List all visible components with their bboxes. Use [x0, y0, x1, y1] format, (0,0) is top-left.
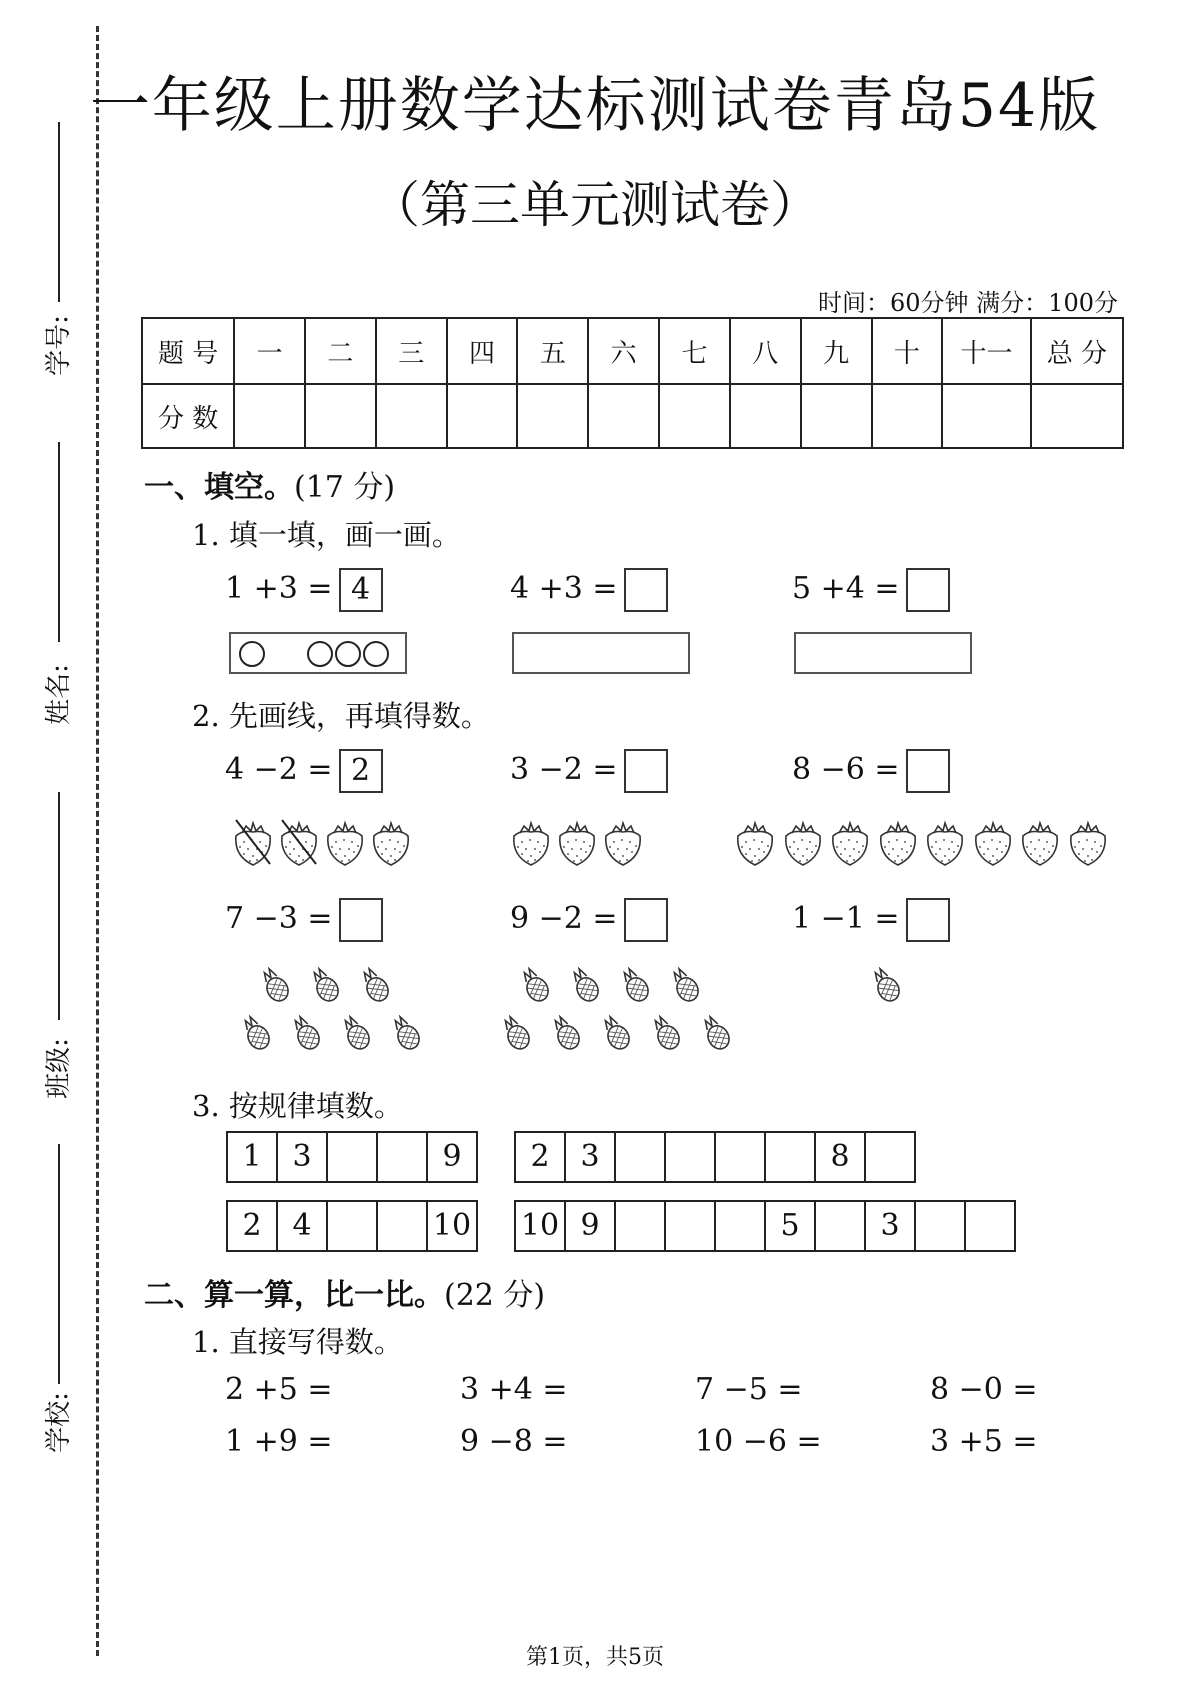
answer-box[interactable]	[624, 749, 668, 793]
equation-expr: 7 −3 =	[225, 901, 333, 936]
sequence-cell: 3	[566, 1133, 616, 1181]
score-cell[interactable]	[376, 384, 447, 448]
calc-expr: 10 −6 =	[695, 1424, 822, 1459]
pineapple-icon	[696, 1014, 736, 1056]
page-subtitle: （第三单元测试卷）	[370, 176, 820, 234]
score-cell[interactable]	[942, 384, 1030, 448]
section-1-heading	[144, 462, 395, 506]
equation	[225, 568, 383, 612]
calc-expr: 3 +4 =	[460, 1372, 568, 1407]
pineapple-icon	[646, 1014, 686, 1056]
equation-expr: 1 −1 =	[792, 901, 900, 936]
section-2-points: (22 分)	[444, 1278, 546, 1313]
pineapple-icon	[355, 966, 395, 1008]
page-footer: 第1页，共5页	[526, 1645, 664, 1670]
section-2-heading	[144, 1270, 545, 1314]
strawberry-icon	[970, 818, 1016, 872]
sequence-cell[interactable]	[616, 1133, 666, 1181]
drawing-box[interactable]	[512, 632, 690, 674]
score-cell[interactable]	[872, 384, 943, 448]
question-1-2-title: 2. 先画线，再填得数。	[192, 699, 490, 733]
class-label: 班级:	[43, 1038, 74, 1099]
header-cell: 十一	[942, 318, 1030, 384]
equation	[792, 749, 950, 793]
sequence-cell: 5	[766, 1202, 816, 1250]
sequence-b	[514, 1131, 916, 1183]
school-underline	[58, 1144, 60, 1384]
question-1-1-title: 1. 填一填，画一画。	[192, 518, 461, 552]
header-cell: 六	[588, 318, 659, 384]
score-cell[interactable]	[1031, 384, 1123, 448]
sequence-cell[interactable]	[716, 1133, 766, 1181]
equation-expr: 5 +4 =	[792, 571, 900, 606]
sequence-cell[interactable]	[378, 1133, 428, 1181]
sequence-cell: 9	[566, 1202, 616, 1250]
section-2-title: 二、算一算，比一比。	[144, 1278, 444, 1313]
equation	[510, 749, 668, 793]
strawberry-icon	[827, 818, 873, 872]
pineapple-icon	[596, 1014, 636, 1056]
calc-expr: 7 −5 =	[695, 1372, 803, 1407]
answer-box[interactable]	[906, 898, 950, 942]
header-cell: 五	[517, 318, 588, 384]
pineapple-icon	[305, 966, 345, 1008]
strawberry-icon	[368, 818, 414, 872]
pineapple-icon	[496, 1014, 536, 1056]
pineapple-icon	[386, 1014, 426, 1056]
binding-dashed-line	[96, 26, 99, 1656]
circle-icon	[335, 641, 361, 667]
equation-expr: 4 +3 =	[510, 571, 618, 606]
strawberry-icon	[508, 818, 554, 872]
pineapple-icon	[546, 1014, 586, 1056]
calc-expr: 1 +9 =	[225, 1424, 333, 1459]
pineapple-icon	[515, 966, 555, 1008]
sequence-c	[226, 1200, 478, 1252]
time-score-info: 时间：60分钟 满分：100分	[818, 289, 1118, 317]
strawberry-icon	[922, 818, 968, 872]
sequence-cell[interactable]	[616, 1202, 666, 1250]
answer-box[interactable]	[339, 898, 383, 942]
equation-expr: 8 −6 =	[792, 752, 900, 787]
circle-icon	[239, 641, 265, 667]
calc-expr: 8 −0 =	[930, 1372, 1038, 1407]
equation-expr: 1 +3 =	[225, 571, 333, 606]
sequence-cell: 10	[516, 1202, 566, 1250]
equation-expr: 4 −2 =	[225, 752, 333, 787]
strawberry-icon	[322, 818, 368, 872]
calc-expr: 2 +5 =	[225, 1372, 333, 1407]
strawberry-icon	[554, 818, 600, 872]
pineapple-icon	[255, 966, 295, 1008]
equation	[510, 898, 668, 942]
header-cell: 题 号	[142, 318, 234, 384]
answer-box[interactable]: 2	[339, 749, 383, 793]
drawing-box[interactable]	[229, 632, 407, 674]
sequence-cell: 2	[516, 1133, 566, 1181]
name-label: 姓名:	[43, 664, 74, 725]
sequence-cell[interactable]	[666, 1133, 716, 1181]
answer-box[interactable]	[624, 898, 668, 942]
score-table	[141, 317, 1124, 449]
header-cell: 三	[376, 318, 447, 384]
section-1-points: (17 分)	[294, 470, 396, 505]
equation-expr: 9 −2 =	[510, 901, 618, 936]
sequence-a	[226, 1131, 478, 1183]
score-cell[interactable]	[659, 384, 730, 448]
score-table-score-row	[142, 384, 1123, 448]
sequence-cell[interactable]	[916, 1202, 966, 1250]
pineapple-icon	[665, 966, 705, 1008]
equation	[510, 568, 668, 612]
strawberry-icon	[780, 818, 826, 872]
page-title: 一年级上册数学达标测试卷青岛54版	[89, 71, 1101, 141]
pineapple-icon	[286, 1014, 326, 1056]
section-1-title: 一、填空。	[144, 470, 294, 505]
score-cell[interactable]	[517, 384, 588, 448]
sequence-cell[interactable]	[666, 1202, 716, 1250]
strawberry-icon	[1017, 818, 1063, 872]
sequence-cell: 8	[816, 1133, 866, 1181]
drawing-box[interactable]	[794, 632, 972, 674]
strawberry-icon	[875, 818, 921, 872]
header-cell: 二	[305, 318, 376, 384]
score-row-label: 分 数	[142, 384, 234, 448]
sequence-cell: 2	[228, 1202, 278, 1250]
name-underline	[58, 442, 60, 642]
pineapple-icon	[236, 1014, 276, 1056]
score-cell[interactable]	[801, 384, 872, 448]
score-cell[interactable]	[234, 384, 305, 448]
header-cell: 总 分	[1031, 318, 1123, 384]
circle-icon	[363, 641, 389, 667]
score-cell[interactable]	[305, 384, 376, 448]
pineapple-icon	[615, 966, 655, 1008]
header-cell: 一	[234, 318, 305, 384]
header-cell: 十	[872, 318, 943, 384]
calc-expr: 9 −8 =	[460, 1424, 568, 1459]
sequence-cell[interactable]	[816, 1202, 866, 1250]
sequence-cell[interactable]	[966, 1202, 1014, 1250]
answer-box[interactable]	[906, 568, 950, 612]
answer-box[interactable]	[624, 568, 668, 612]
header-cell: 九	[801, 318, 872, 384]
strawberry-icon	[276, 818, 322, 872]
pineapple-icon	[565, 966, 605, 1008]
school-label: 学校:	[43, 1392, 74, 1453]
equation	[225, 898, 383, 942]
sequence-cell: 1	[228, 1133, 278, 1181]
equation-expr: 3 −2 =	[510, 752, 618, 787]
answer-box[interactable]	[906, 749, 950, 793]
sequence-cell: 3	[866, 1202, 916, 1250]
pineapple-icon	[336, 1014, 376, 1056]
equation	[792, 898, 950, 942]
sequence-cell[interactable]	[378, 1202, 428, 1250]
question-2-1-title: 1. 直接写得数。	[192, 1325, 403, 1359]
sequence-cell[interactable]	[766, 1133, 816, 1181]
strawberry-icon	[230, 818, 276, 872]
student-no-label: 学号:	[43, 315, 74, 376]
score-cell[interactable]	[447, 384, 518, 448]
strawberry-icon	[600, 818, 646, 872]
sequence-cell: 3	[278, 1133, 328, 1181]
header-cell: 七	[659, 318, 730, 384]
sequence-cell: 10	[432, 1208, 472, 1243]
sequence-cell[interactable]	[328, 1133, 378, 1181]
question-1-3-title: 3. 按规律填数。	[192, 1089, 403, 1123]
pineapple-icon	[866, 966, 906, 1008]
header-cell: 八	[730, 318, 801, 384]
score-cell[interactable]	[730, 384, 801, 448]
equation	[225, 749, 383, 793]
sequence-d	[514, 1200, 1016, 1252]
sequence-cell[interactable]	[328, 1202, 378, 1250]
score-table-header-row	[142, 318, 1123, 384]
sequence-cell[interactable]	[716, 1202, 766, 1250]
sequence-cell: 9	[442, 1139, 462, 1174]
equation	[792, 568, 950, 612]
sequence-cell: 4	[278, 1202, 328, 1250]
score-cell[interactable]	[588, 384, 659, 448]
class-underline	[58, 792, 60, 1020]
strawberry-icon	[732, 818, 778, 872]
strawberry-icon	[1065, 818, 1111, 872]
answer-box[interactable]: 4	[339, 568, 383, 612]
header-cell: 四	[447, 318, 518, 384]
sequence-cell[interactable]	[866, 1133, 914, 1181]
circle-icon	[307, 641, 333, 667]
calc-expr: 3 +5 =	[930, 1424, 1038, 1459]
